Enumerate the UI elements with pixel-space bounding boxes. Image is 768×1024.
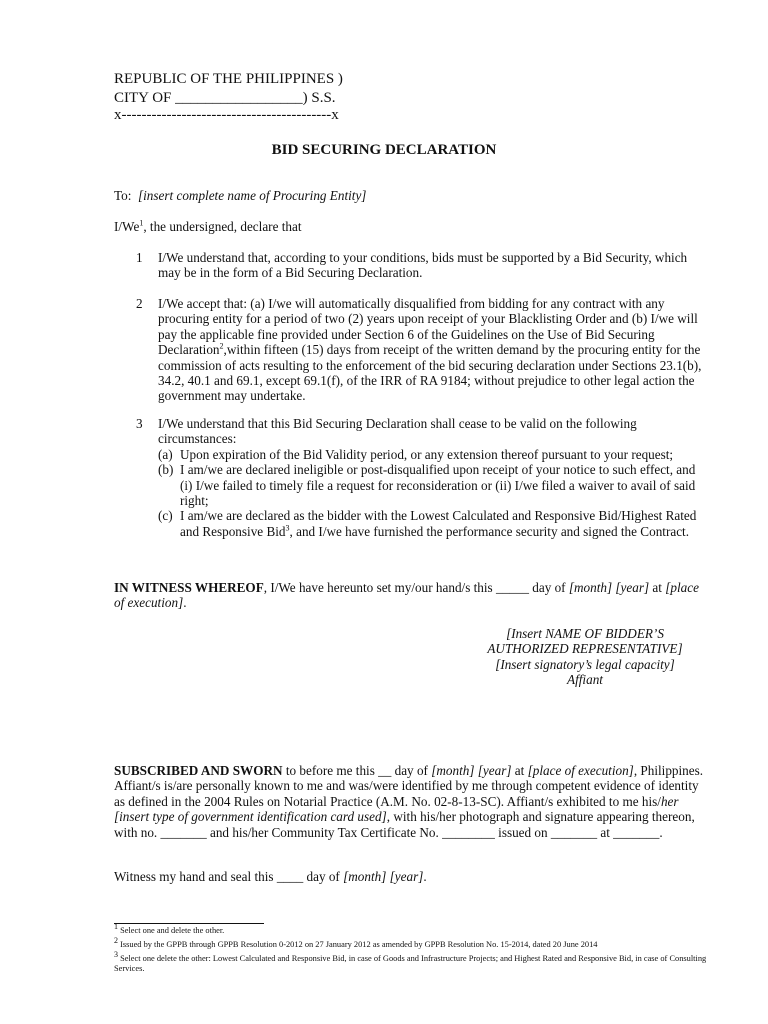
sworn-text: at: [511, 763, 528, 778]
month-placeholder: [month]: [568, 580, 613, 595]
declaration-item-1: [136, 250, 708, 281]
item-text: [158, 296, 708, 404]
item-text-part: I/We accept that: (a) I/we will automatically disqualified from bidding for any contract with any procuring entity for a period of two (2) years upon receipt of your Blacklisting Order and (b) I/we will pay the applicable fine provided under Section 6 of the Guidelines on the Use of Bid Securing Declaration: [158, 296, 698, 358]
subscribed-sworn-clause: [114, 763, 708, 840]
signatory-name-placeholder: [Insert NAME OF BIDDER’S: [506, 626, 664, 641]
sub-item-label: (a): [158, 446, 173, 462]
sub-item-text-part: I am/we are declared as the bidder with the Lowest Calculated and Responsive Bid/Highest Rated and Responsive Bid: [180, 508, 697, 539]
document-title: BID SECURING DECLARATION: [271, 142, 497, 158]
to-line: [114, 188, 708, 203]
sub-item-text: [180, 508, 708, 539]
sub-item-c: [158, 508, 708, 539]
footnote-text: Select one delete the other: Lowest Calculated and Responsive Bid, in case of Goods and Infrastructure Projects; and Highest Rated and Responsive Bid, in case of Consulting Services.: [114, 954, 707, 974]
footnote-3: [114, 950, 708, 975]
year-placeholder: [year]: [615, 580, 650, 595]
footnote-text: Select one and delete the other.: [118, 926, 225, 935]
procuring-entity-placeholder: [insert complete name of Procuring Entity]: [138, 188, 367, 203]
witness-text: , I/We have hereunto set my/our hand/s this _____ day of: [263, 580, 569, 595]
signatory-capacity-placeholder: [Insert signatory’s legal capacity]: [495, 656, 675, 672]
declaration-item-2: [136, 296, 708, 404]
header-republic: REPUBLIC OF THE PHILIPPINES ): [114, 71, 343, 87]
iwe-start: I/We: [114, 219, 140, 234]
footnote-number: 3: [114, 950, 118, 960]
witness-text: .: [183, 595, 187, 611]
sub-item-text: I am/we are declared ineligible or post-disqualified upon receipt of your notice to such effect, and (i) I/we failed to timely file a request for reconsideration or (ii) I/we filed a waiver to avail of said right;: [180, 462, 696, 509]
footnote-number: 1: [114, 922, 118, 932]
header-separator: x------------------------------------------x: [114, 107, 339, 123]
witness-clause: [114, 580, 708, 611]
item-text-part: ,within fifteen (15) days from receipt of the written demand by the procuring entity for the commission of acts resulting to the enforcement of the bid securing declaration under Sections 23.1(b), 34.2, 40.1 and 69.1, except 69.1(f), of the IRR of RA 9184; without prejudice to other legal action the government may undertake.: [158, 342, 702, 404]
footnote-ref-3: 3: [285, 523, 290, 533]
affiant-label: Affiant: [567, 672, 603, 688]
item-number: 1: [136, 250, 143, 265]
item-text: I/We understand that, according to your conditions, bids must be supported by a Bid Security, which may be in the form of a Bid Securing Declaration.: [158, 250, 688, 281]
seal-text: Witness my hand and seal this ____ day of: [114, 869, 344, 884]
footnote-text: Issued by the GPPB through GPPB Resolution 0-2012 on 27 January 2012 as amended by GPPB Resolution No. 15-2014, dated 20 June 2014: [118, 940, 598, 949]
sub-item-label: (c): [158, 508, 173, 524]
place-placeholder: [place of execution]: [114, 580, 699, 611]
to-label: To:: [114, 188, 132, 203]
month-year-placeholder: [month] [year]: [343, 869, 424, 884]
signature-block: [470, 626, 700, 688]
sub-item-label: (b): [158, 462, 174, 478]
sworn-heading: SUBSCRIBED AND SWORN: [114, 763, 283, 778]
footnote-number: 2: [114, 936, 118, 946]
sub-item-text-part: , and I/we have furnished the performance security and signed the Contract.: [289, 523, 690, 539]
seal-text: .: [423, 869, 427, 884]
witness-heading: IN WITNESS WHEREOF: [114, 580, 264, 595]
sworn-text: to before me this __ day of: [282, 763, 432, 778]
sworn-text: , with his/her photograph and signature appearing thereon, with no. _______ and his/her Community Tax Certificate No. ________ issued on _______ at _______.: [114, 809, 695, 840]
declaration-intro: [114, 219, 708, 234]
iwe-rest: , the undersigned, declare that: [143, 219, 302, 234]
header-city: CITY OF _________________) S.S.: [114, 90, 336, 106]
id-type-placeholder: her [insert type of government identification card used]: [114, 793, 679, 825]
footnote-2: [114, 936, 708, 950]
item-text: I/We understand that this Bid Securing Declaration shall cease to be valid on the following circumstances:: [158, 416, 637, 447]
month-year-placeholder: [month] [year]: [431, 763, 512, 778]
sub-item-text: Upon expiration of the Bid Validity period, or any extension thereof pursuant to your request;: [180, 446, 674, 462]
witness-seal-line: [114, 869, 708, 884]
footnote-ref-2: 2: [219, 341, 224, 351]
sub-item-b: [158, 462, 708, 508]
sworn-text: , Philippines. Affiant/s is/are personally known to me and was/were identified by me through competent evidence of identity as defined in the 2004 Rules on Notarial Practice (A.M. No. 02-8-13-SC). Affiant/s exhibited to me his/: [114, 763, 704, 809]
item-number: 2: [136, 296, 143, 311]
footnote-separator: [114, 923, 264, 924]
signatory-role-placeholder: AUTHORIZED REPRESENTATIVE]: [487, 641, 683, 657]
place-placeholder: [place of execution]: [527, 763, 634, 778]
footnote-1: [114, 922, 708, 936]
footnote-ref-1: 1: [139, 218, 144, 228]
item-number: 3: [136, 416, 143, 431]
sub-item-a: [158, 447, 708, 462]
witness-text: at: [649, 580, 666, 595]
declaration-item-3: [136, 416, 708, 539]
